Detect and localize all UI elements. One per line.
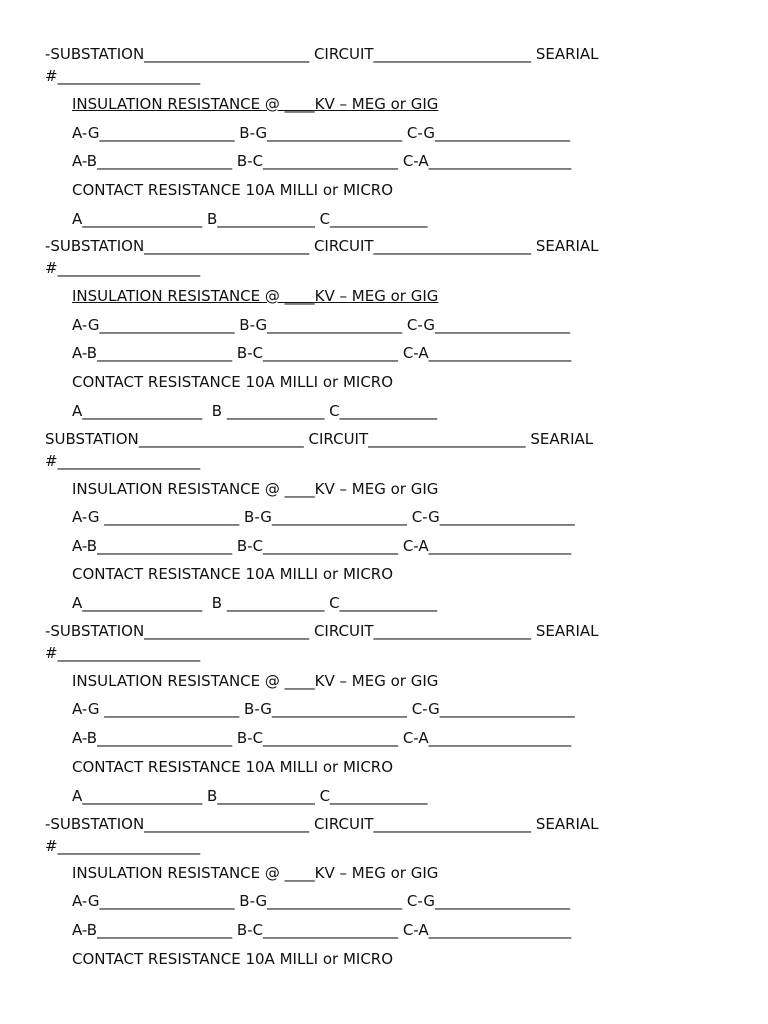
insulation-suffix: KV – MEG or GIG bbox=[314, 95, 439, 113]
phase-phase-row: A-B__________________ B-C__________________ C-A___________________ bbox=[72, 537, 572, 555]
insulation-suffix: KV – MEG or GIG bbox=[314, 672, 439, 690]
insulation-prefix: INSULATION RESISTANCE @ ____ bbox=[72, 95, 315, 113]
insulation-resistance-label bbox=[72, 286, 438, 306]
contact-resistance-label: CONTACT RESISTANCE 10A MILLI or MICRO bbox=[72, 758, 394, 776]
contact-abc-row: A________________ B _____________ C_____________ bbox=[72, 402, 438, 420]
insulation-prefix: INSULATION RESISTANCE @ ____ bbox=[72, 287, 315, 305]
insulation-resistance-label bbox=[72, 671, 438, 691]
insulation-resistance-label bbox=[72, 479, 438, 499]
serial-field: #___________________ bbox=[45, 644, 201, 662]
phase-phase-row: A-B__________________ B-C__________________ C-A___________________ bbox=[72, 729, 572, 747]
insulation-suffix: KV – MEG or GIG bbox=[314, 287, 439, 305]
phase-phase-row: A-B__________________ B-C__________________ C-A___________________ bbox=[72, 152, 572, 170]
contact-resistance-label: CONTACT RESISTANCE 10A MILLI or MICRO bbox=[72, 373, 394, 391]
contact-resistance-label: CONTACT RESISTANCE 10A MILLI or MICRO bbox=[72, 181, 394, 199]
phase-ground-row: A-G__________________ B-G__________________ C-G__________________ bbox=[72, 316, 570, 334]
substation-header: -SUBSTATION______________________ CIRCUIT_____________________ SEARIAL bbox=[45, 45, 599, 63]
insulation-suffix: KV – MEG or GIG bbox=[314, 480, 439, 498]
phase-ground-row: A-G __________________ B-G__________________ C-G__________________ bbox=[72, 508, 575, 526]
contact-abc-row: A________________ B_____________ C_____________ bbox=[72, 210, 428, 228]
phase-ground-row: A-G__________________ B-G__________________ C-G__________________ bbox=[72, 124, 570, 142]
substation-header: -SUBSTATION______________________ CIRCUIT_____________________ SEARIAL bbox=[45, 815, 599, 833]
insulation-prefix: INSULATION RESISTANCE @ ____ bbox=[72, 864, 315, 882]
contact-abc-row: A________________ B_____________ C_____________ bbox=[72, 787, 428, 805]
phase-phase-row: A-B__________________ B-C__________________ C-A___________________ bbox=[72, 921, 572, 939]
insulation-resistance-label bbox=[72, 94, 438, 114]
serial-field: #___________________ bbox=[45, 259, 201, 277]
phase-ground-row: A-G__________________ B-G__________________ C-G__________________ bbox=[72, 892, 570, 910]
contact-resistance-label: CONTACT RESISTANCE 10A MILLI or MICRO bbox=[72, 565, 394, 583]
substation-header: SUBSTATION______________________ CIRCUIT_____________________ SEARIAL bbox=[45, 430, 594, 448]
insulation-resistance-label bbox=[72, 863, 438, 883]
phase-ground-row: A-G __________________ B-G__________________ C-G__________________ bbox=[72, 700, 575, 718]
insulation-prefix: INSULATION RESISTANCE @ ____ bbox=[72, 672, 315, 690]
serial-field: #___________________ bbox=[45, 452, 201, 470]
substation-header: -SUBSTATION______________________ CIRCUIT_____________________ SEARIAL bbox=[45, 237, 599, 255]
serial-field: #___________________ bbox=[45, 67, 201, 85]
insulation-prefix: INSULATION RESISTANCE @ ____ bbox=[72, 480, 315, 498]
contact-abc-row: A________________ B _____________ C_____________ bbox=[72, 594, 438, 612]
substation-header: -SUBSTATION______________________ CIRCUIT_____________________ SEARIAL bbox=[45, 622, 599, 640]
contact-resistance-label: CONTACT RESISTANCE 10A MILLI or MICRO bbox=[72, 950, 394, 968]
serial-field: #___________________ bbox=[45, 837, 201, 855]
phase-phase-row: A-B__________________ B-C__________________ C-A___________________ bbox=[72, 344, 572, 362]
insulation-suffix: KV – MEG or GIG bbox=[314, 864, 439, 882]
